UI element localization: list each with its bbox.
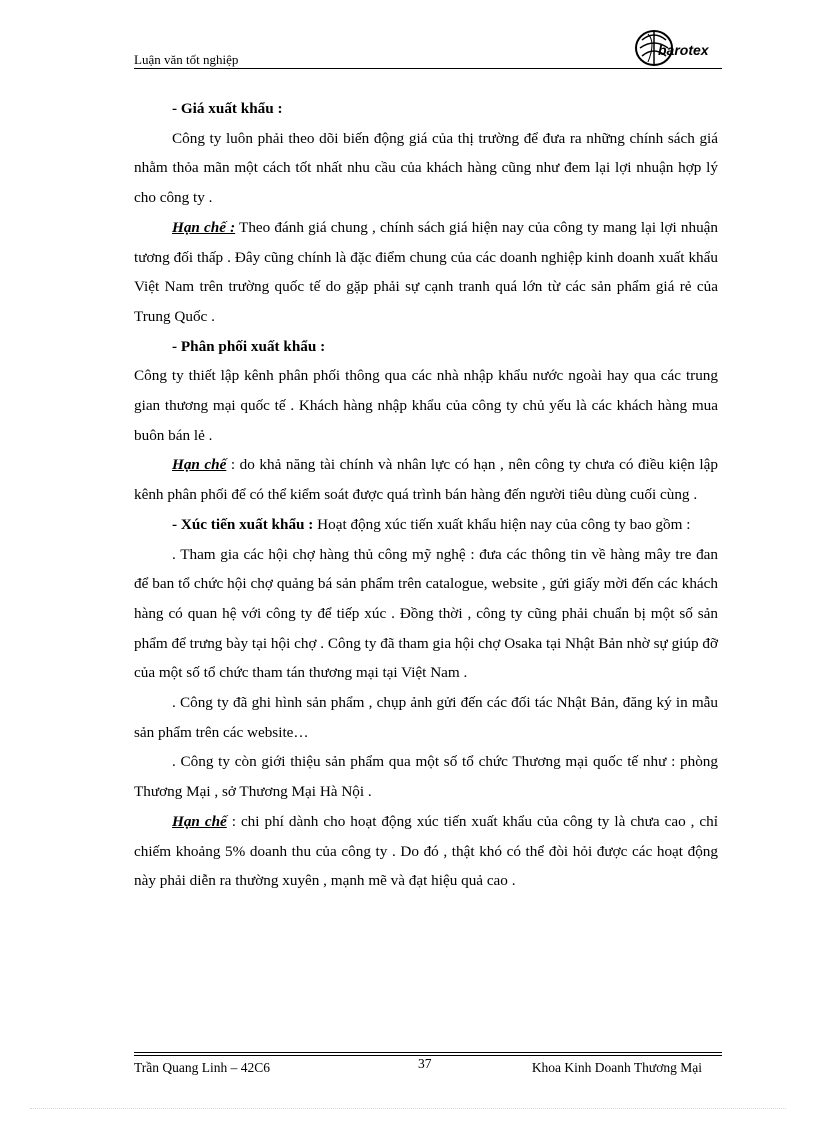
limitation-text: : chi phí dành cho hoạt động xúc tiến xuất khẩu của công ty là chưa cao , chỉ chiếm khoảng 5% doanh thu của công ty . Do đó , thật khó có thể đòi hỏi được các hoạt động này phải diễn ra thường xuyên , mạnh mẽ và đạt hiệu quả cao . <box>134 812 718 890</box>
page-bottom-rule <box>30 1108 786 1109</box>
paragraph-price: Công ty luôn phải theo dõi biến động giá của thị trường để đưa ra những chính sách giá nhằm thỏa mãn một cách tốt nhất nhu cầu của khách hàng cũng như đem lại lợi nhuận hợp lý cho công ty . <box>134 129 718 207</box>
limitation-label: Hạn chế : <box>172 218 236 236</box>
footer-department: Khoa Kinh Doanh Thương Mại <box>531 1060 702 1075</box>
barotex-logo <box>634 28 718 68</box>
paragraph-distribution-limitation <box>134 450 718 509</box>
limitation-label: Hạn chế <box>172 456 227 474</box>
section-heading-distribution: - Phân phối xuất khẩu : <box>172 337 326 355</box>
paragraph-promotion-intro <box>134 510 718 540</box>
header-title: Luận văn tốt nghiệp <box>134 52 239 67</box>
header-rule <box>134 68 722 69</box>
page-header <box>134 28 722 70</box>
page-number: 37 <box>418 1056 432 1071</box>
limitation-text: : do khả năng tài chính và nhân lực có hạn , nên công ty chưa có điều kiện lập kênh phân phối để có thể kiểm soát được quá trình bán hàng đến người tiêu dùng cuối cùng . <box>134 456 718 504</box>
footer-author: Trần Quang Linh – 42C6 <box>134 1060 271 1075</box>
paragraph-promotion-limitation <box>134 807 718 896</box>
promotion-intro-text: Hoạt động xúc tiến xuất khẩu hiện nay của công ty bao gồm : <box>313 515 691 533</box>
section-heading-price: - Giá xuất khẩu : <box>172 100 283 117</box>
page-footer <box>134 1052 722 1092</box>
paragraph-distribution: Công ty thiết lập kênh phân phối thông qua các nhà nhập khẩu nước ngoài hay qua các trung gian thương mại quốc tế . Khách hàng nhập khẩu của công ty chủ yếu là các khách hàng mua buôn bán lẻ . <box>134 367 718 444</box>
promotion-item-fairs: . Tham gia các hội chợ hàng thủ công mỹ nghệ : đưa các thông tin về hàng mây tre đan để ban tổ chức hội chợ quảng bá sản phẩm trên catalogue, website , gửi giấy mời đến các khách hàng có quan hệ với công ty để tiếp xúc . Đồng thời , công ty cũng phải chuẩn bị một số sản phẩm để trưng bày tại hội chợ . Công ty đã tham gia hội chợ Osaka tại Nhật Bản nhờ sự giúp đỡ của một số tổ chức tham tán thương mại tại Việt Nam . <box>134 545 718 682</box>
section-heading-promotion: - Xúc tiến xuất khẩu : <box>172 515 314 533</box>
document-body <box>134 94 718 896</box>
promotion-item-organizations: . Công ty còn giới thiệu sản phẩm qua một số tổ chức Thương mại quốc tế như : phòng Thương Mại , sở Thương Mại Hà Nội . <box>134 753 718 801</box>
limitation-text: Theo đánh giá chung , chính sách giá hiện nay của công ty mang lại lợi nhuận tương đối thấp . Đây cũng chính là đặc điểm chung của các doanh nghiệp kinh doanh xuất khẩu Việt Nam trên trường quốc tế do gặp phải sự cạnh tranh quá lớn từ các sản phẩm giá rẻ của Trung Quốc . <box>134 218 718 325</box>
promotion-item-photos: . Công ty đã ghi hình sản phẩm , chụp ảnh gửi đến các đối tác Nhật Bản, đăng ký in mẫu sản phẩm trên các website… <box>134 694 718 741</box>
footer-rule <box>134 1052 722 1053</box>
limitation-label: Hạn chế <box>172 812 227 830</box>
paragraph-price-limitation <box>134 213 718 332</box>
logo-text: barotex <box>658 42 709 58</box>
